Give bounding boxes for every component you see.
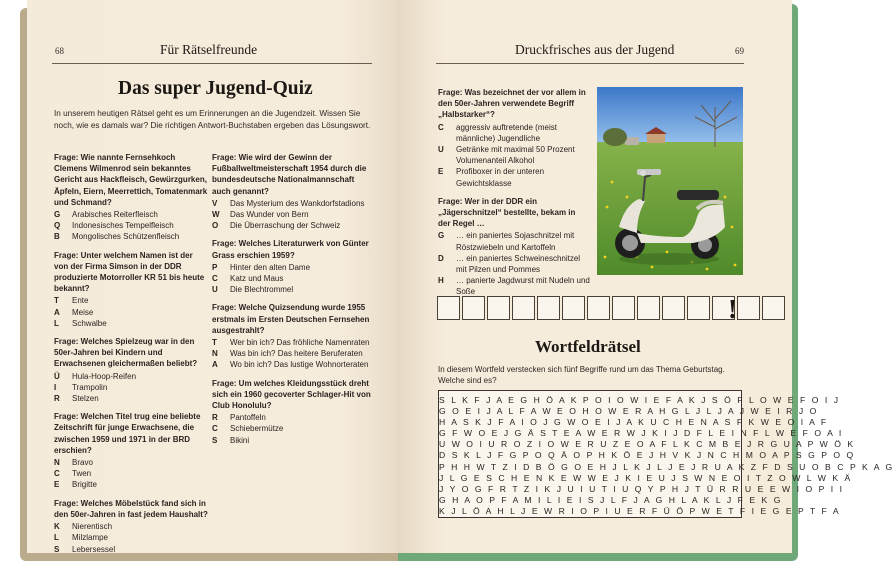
answer-option [54, 220, 209, 231]
answer-text: Wer bin ich? Das fröhliche Namenraten [230, 338, 370, 348]
answer-text: Stelzen [72, 394, 99, 404]
answer-box[interactable] [437, 296, 460, 320]
answer-option [54, 318, 209, 329]
left-header-rule [52, 63, 372, 64]
answer-option [212, 262, 375, 273]
answer-option [212, 209, 375, 220]
puzzle-title: Wortfeldrätsel [535, 337, 641, 356]
answer-letter: R [54, 394, 60, 404]
answer-letter: G [438, 231, 445, 241]
answer-box[interactable] [562, 296, 585, 320]
answer-text: Milzlampe [72, 533, 109, 543]
answer-text: Hinter den alten Dame [230, 262, 311, 272]
scooter-photo [597, 87, 743, 275]
answer-option [54, 521, 209, 532]
answer-option [212, 435, 375, 446]
question-text: Frage: Wie nannte Fernsehkoch Clemens Wilmenrod sein bekanntes Gericht aus Hackfleisch, Gewürzgurken, Äpfeln, Eiern, Meerrettich, Tomatenmark und Schmand? [54, 153, 208, 207]
answer-letter: D [438, 253, 444, 263]
answer-letter: K [54, 522, 60, 532]
answer-text: Katz und Maus [230, 274, 284, 284]
answer-option [212, 348, 375, 359]
answer-letter: S [212, 435, 218, 445]
answer-letter: Q [54, 221, 61, 231]
grid-row: J Y O G F R T Z I K J U I U T I U Q Y P H J T Ü R R U E E W I O P I I [439, 483, 845, 494]
answer-text: Nierentisch [72, 522, 113, 532]
answer-option [54, 231, 209, 242]
grid-row: S L K F J A E G H Ö A K P O I O W I E F A K J S Ö F L O W E F O I J [439, 395, 841, 405]
answer-option [438, 166, 590, 188]
answer-letter: P [212, 262, 218, 272]
answer-letter: O [212, 221, 219, 231]
quiz-question [212, 152, 375, 231]
answer-letter: B [54, 232, 60, 242]
answer-exclamation-mark: ! [728, 294, 737, 324]
answer-text: … ein paniertes Sojaschnitzel mit Röstzwiebeln und Kartoffeln [456, 231, 575, 252]
answer-letter: G [54, 210, 61, 220]
answer-box[interactable] [462, 296, 485, 320]
answer-letter: L [54, 318, 59, 328]
answer-letter: C [212, 424, 218, 434]
quiz-question [438, 196, 590, 298]
answer-letter: T [212, 338, 217, 348]
right-running-head: Druckfrisches aus der Jugend [515, 42, 675, 57]
answer-option [212, 412, 375, 423]
grid-row: G F W O E J G Ä S T E A W E R W J K I J D F L E I N F L W E F O A I [439, 428, 844, 439]
right-header-rule [436, 63, 744, 64]
answer-text: Getränke mit maximal 50 Prozent Volumenanteil Alkohol [456, 145, 575, 166]
answer-text: Twen [72, 469, 92, 479]
answer-option [438, 230, 590, 252]
quiz-intro: In unserem heutigen Rätsel geht es um Erinnerungen an die Jugendzeit. Wissen Sie noch, wie es damals war? Die richtigen Antwort-Buchstaben ergeben das Lösungswort. [54, 109, 371, 130]
answer-letter: C [54, 469, 60, 479]
answer-option [54, 307, 209, 318]
answer-letter: W [212, 210, 220, 220]
grid-row: G O E I J A L F A W E O H O W E R A H G L J L J A J W E I R J O [439, 406, 819, 417]
grid-row: U W O I U R O Z I O W E R U Z E O A F L K C M B E J R G U A P W Ö K [439, 439, 856, 450]
question-text: Frage: Unter welchem Namen ist der von der Firma Simson in der DDR produzierte Motorroller KR 51 bis heute bekannt? [54, 250, 205, 294]
answer-letter: N [54, 458, 60, 468]
answer-option [212, 273, 375, 284]
answer-option [54, 457, 209, 468]
answer-option [54, 295, 209, 306]
answer-letter: H [438, 276, 444, 286]
answer-letter: T [54, 296, 59, 306]
answer-option [438, 253, 590, 275]
answer-text: Indonesisches Tempelfleisch [72, 221, 174, 231]
answer-text: Bravo [72, 458, 93, 468]
answer-option [212, 220, 375, 231]
answer-box[interactable] [687, 296, 710, 320]
answer-option [212, 198, 375, 209]
answer-text: aggressiv auftretende (meist männliche) Jugendliche [456, 122, 557, 143]
answer-letter: E [438, 167, 444, 177]
quiz-column-2 [212, 152, 375, 453]
question-text: Frage: Wer in der DDR ein „Jägerschnitzel“ bestellte, bekam in der Regel … [438, 196, 576, 229]
answer-letter: S [54, 544, 60, 554]
answer-letter: N [212, 349, 218, 359]
answer-letter: R [212, 413, 218, 423]
answer-text: Profiboxer in der unteren Gewichtsklasse [456, 167, 545, 188]
answer-option [212, 423, 375, 434]
answer-text: Schwalbe [72, 318, 107, 328]
answer-option [54, 532, 209, 543]
answer-text: Das Mysterium des Wankdorfstadions [230, 198, 365, 208]
answer-letter: A [212, 360, 218, 370]
answer-letter: U [212, 285, 218, 295]
answer-text: … panierte Jagdwurst mit Nudeln und Soße [456, 276, 590, 297]
answer-letter: C [438, 122, 444, 132]
answer-box[interactable] [662, 296, 685, 320]
quiz-question [54, 336, 209, 404]
answer-option [438, 122, 590, 144]
quiz-question [212, 378, 375, 446]
question-text: Frage: Was bezeichnet der vor allem in den 50er-Jahren verwendete Begriff „Halbstarker“? [438, 88, 586, 120]
grid-row: D S K L J F G P O Q Ä O P H K Ö E J H V K J N C H M O A P S G P O Q [439, 450, 856, 461]
grid-row: G H A O P F A M I L I E I S J L F J A G H L A K L J F E K G [439, 494, 783, 505]
answer-box[interactable] [587, 296, 610, 320]
answer-letter: Ü [54, 371, 60, 381]
quiz-question [54, 498, 209, 555]
scooter-photo-icon [597, 87, 743, 275]
answer-option [54, 393, 209, 404]
quiz-title: Das super Jugend-Quiz [118, 78, 313, 99]
quiz-question [212, 302, 375, 370]
answer-text: Wo bin ich? Das lustige Wohnorteraten [230, 360, 369, 370]
answer-text: Lebersessel [72, 544, 116, 554]
question-text: Frage: Wie wird der Gewinn der Fußballweltmeisterschaft 1954 durch die bundesdeutsche Nationalmannschaft auch genannt? [212, 153, 367, 196]
quiz-question [54, 250, 209, 329]
quiz-question [438, 87, 590, 189]
answer-box[interactable] [487, 296, 510, 320]
answer-letter: A [54, 307, 60, 317]
question-text: Frage: Welches Literaturwerk von Günter Grass erschien 1959? [212, 239, 369, 260]
answer-text: Die Blechtrommel [230, 285, 294, 295]
quiz-question [212, 238, 375, 295]
left-page-number: 68 [55, 46, 64, 56]
answer-text: Ente [72, 296, 89, 306]
grid-row: P H H W T Z I D B Ö G O E H J L K J L J E J R U A K Z F D S U O B C P K A G [439, 461, 894, 472]
answer-option [212, 284, 375, 295]
answer-option [438, 275, 590, 297]
answer-letter: V [212, 198, 218, 208]
answer-option [54, 371, 209, 382]
grid-row: K J L Ö A H L J E W R I O P I U E R F Ü Ö P W E T F I E G E P T F A [439, 505, 841, 516]
quiz-question [54, 152, 209, 243]
answer-letter: E [54, 480, 60, 490]
answer-text: Meise [72, 307, 94, 317]
answer-text: Was bin ich? Das heitere Beruferaten [230, 349, 363, 359]
answer-text: Trampolin [72, 382, 108, 392]
answer-letter: C [212, 274, 218, 284]
answer-text: Das Wunder von Bern [230, 210, 309, 220]
quiz-column-1 [54, 152, 209, 562]
answer-text: Mongolisches Schützenfleisch [72, 232, 180, 242]
answer-box[interactable] [512, 296, 535, 320]
answer-text: Die Überraschung der Schweiz [230, 221, 341, 231]
answer-option [212, 337, 375, 348]
question-text: Frage: Welche Quizsendung wurde 1955 erstmals im Ersten Deutschen Fernsehen ausgestrahlt? [212, 303, 370, 335]
answer-text: Hula-Hoop-Reifen [72, 371, 137, 381]
question-text: Frage: Um welches Kleidungsstück dreht sich ein 1960 gecoverter Schlager-Hit von Club Honolulu? [212, 378, 371, 411]
answer-option [212, 359, 375, 370]
answer-option [438, 144, 590, 166]
question-text: Frage: Welches Spielzeug war in den 50er-Jahren bei Kindern und Erwachsenen gleichermaßen beliebt? [54, 337, 198, 369]
quiz-question [54, 411, 209, 490]
grid-row: H A S K J F A I O J G W O E I J A K U C H E N A S F K W E O I A F [439, 417, 829, 428]
right-page-number: 69 [735, 46, 744, 56]
answer-box[interactable] [637, 296, 660, 320]
question-text: Frage: Welches Möbelstück fand sich in den 50er-Jahren in fast jedem Haushalt? [54, 498, 208, 519]
answer-box[interactable] [737, 296, 760, 320]
question-text: Frage: Welchen Titel trug eine beliebte Zeitschrift für junge Erwachsene, die zwischen 1959 und 1971 in der BRD erschien? [54, 412, 201, 455]
answer-box[interactable] [537, 296, 560, 320]
quiz-column-3 [438, 87, 590, 305]
answer-text: Arabisches Reiterfleisch [72, 210, 158, 220]
answer-option [54, 479, 209, 490]
answer-text: Schiebermütze [230, 424, 284, 434]
answer-text: Bikini [230, 435, 250, 445]
word-search-grid [438, 390, 894, 518]
puzzle-intro: In diesem Wortfeld verstecken sich fünf Begriffe rund um das Thema Geburtstag. Welche sind es? [438, 365, 725, 385]
answer-text: Brigitte [72, 480, 97, 490]
answer-text: Pantoffeln [230, 413, 266, 423]
answer-letter: U [438, 145, 444, 155]
answer-option [54, 209, 209, 220]
left-running-head: Für Rätselfreunde [160, 42, 258, 57]
answer-letter: L [54, 533, 59, 543]
answer-box[interactable] [762, 296, 785, 320]
answer-option [54, 382, 209, 393]
answer-text: … ein paniertes Schweineschnitzel mit Pilzen und Pommes [456, 253, 581, 275]
answer-option [54, 468, 209, 479]
answer-box[interactable] [612, 296, 635, 320]
grid-row: J L G E S C H E N K E W W E J K I E U J S W N E O I T Z O W L W K Ä [439, 472, 853, 483]
answer-option [54, 544, 209, 555]
answer-letter: I [54, 382, 57, 392]
